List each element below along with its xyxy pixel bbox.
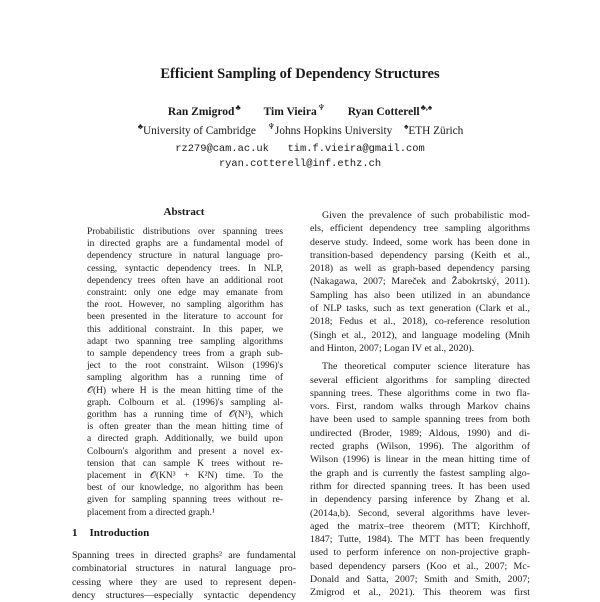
section-number: 1 — [72, 527, 78, 539]
paper-title: Efficient Sampling of Dependency Structures — [160, 66, 440, 82]
text-line: dency structures—especially syntactic dependency — [72, 589, 296, 601]
text-line: the root. However, no sampling algorithm has — [87, 300, 283, 311]
text-line: Sampling has also been utilized in an abundance — [310, 289, 530, 301]
text-line: Probabilistic distributions over spanning trees — [87, 227, 283, 237]
text-line: and Hinton, 2007; Logan IV et al., 2020). — [310, 342, 475, 354]
text-line: Given the prevalence of such probabilistic mod- — [322, 210, 530, 221]
text-line: cessing, syntactic dependency trees. In NLP, — [87, 263, 283, 274]
text-line: Wilson (1996) is linear in the mean hitting time of — [310, 454, 530, 466]
text-line: dependency structure in natural language pro- — [87, 251, 283, 262]
author-emails: rz279@cam.ac.uk tim.f.vieira@gmail.com — [175, 143, 425, 155]
affiliation-name: University of Cambridge — [142, 125, 256, 137]
author-name: Ryan Cotterell — [347, 106, 420, 118]
text-line: of NLP tasks, such as text generation (Clark et al., — [310, 303, 530, 315]
text-line: els, efficient dependency tree sampling algorithms — [310, 223, 530, 235]
text-line: placement in 𝒪(KN³ + K²N) time. To the — [87, 471, 283, 482]
affiliation — [403, 122, 464, 137]
text-line: Spanning trees in directed graphs² are fundamental — [72, 550, 296, 561]
text-line: The theoretical computer science literature has — [322, 361, 530, 373]
text-line: is often greater than the mean hitting time of — [87, 422, 283, 433]
paragraph — [310, 209, 530, 355]
text-line: Colbourn's algorithm and present a novel ex- — [87, 446, 283, 457]
text-line: placement from a directed graph.¹ — [87, 507, 215, 518]
text-line: 2018) as well as graph-based dependency parsing — [310, 263, 530, 275]
paragraph — [310, 360, 530, 599]
affiliation — [137, 122, 256, 137]
text-line: rithm for directed spanning trees. It has been used — [310, 480, 530, 492]
text-line: several efficient algorithms for sampling directed — [310, 374, 530, 386]
text-line: spanning trees. These algorithms come in two fla- — [310, 387, 530, 399]
text-line: been presented in the literature to account for — [87, 312, 283, 323]
text-line: 2018; Fedus et al., 2018), co-reference resolution — [310, 316, 530, 328]
abstract-body — [87, 226, 283, 519]
section-heading — [72, 527, 149, 539]
author-name: Tim Vieira — [263, 106, 317, 118]
author — [167, 103, 241, 118]
text-line: given for sampling spanning trees without re- — [87, 495, 283, 506]
abstract-heading: Abstract — [163, 206, 205, 218]
text-line: 1847; Tutte, 1984). The MTT has been frequently — [310, 534, 530, 546]
text-line: undirected (Broder, 1989; Aldous, 1990) and di- — [310, 427, 530, 439]
text-line: gorithm has a running time of 𝒪(N³), which — [87, 410, 283, 421]
text-line: ject to the root constraint. Wilson (1996)'s — [87, 361, 283, 372]
text-line: the graph and is currently the fastest sampling algo- — [310, 467, 530, 479]
text-line: based dependency parsers (Koo et al., 2007; Mc- — [310, 560, 530, 572]
author-name: Ran Zmigrod — [167, 106, 235, 118]
text-line: deserve study. Indeed, some work has been done in — [310, 236, 530, 248]
text-line: aged the matrix–tree theorem (MTT; Kirchhoff, — [310, 520, 530, 532]
author — [347, 103, 433, 118]
text-line: to sample dependency trees from a graph sub- — [87, 349, 283, 360]
text-line: in dependency parsing inference by Zhang et al. — [310, 494, 530, 506]
text-line: graph. Colbourn et al. (1996)'s sampling al- — [87, 397, 283, 408]
affiliation-list — [0, 122, 600, 137]
text-line: constraint: only one edge may emanate from — [87, 288, 283, 299]
section-title: Introduction — [89, 527, 150, 539]
affiliation-symbol: ♣,♠ — [420, 103, 433, 113]
text-line: tension that can sample K trees without re- — [87, 458, 283, 469]
text-line: a directed graph. Additionally, we build upon — [87, 434, 283, 445]
text-line: Zmigrod et al., 2021). This theorem was first — [310, 587, 530, 599]
text-line: best of our knowledge, no algorithm has been — [87, 483, 283, 494]
author-list — [0, 103, 600, 118]
text-line: used to perform inference on non-projective graph- — [310, 547, 530, 559]
affiliation-symbol: ♆ — [317, 103, 325, 113]
affiliation — [267, 122, 393, 137]
text-line: this additional constraint. In this paper, we — [87, 324, 283, 335]
introduction-text — [72, 549, 296, 602]
text-line: combinatorial structures in natural language pro- — [72, 563, 296, 575]
text-line: rected graphs (Wilson, 1996). The algorithm of — [310, 441, 530, 453]
text-line: dependency trees often have an additional root — [87, 275, 283, 286]
affiliation-symbol: ♣ — [137, 122, 143, 132]
text-line: (Singh et al., 2012), and language modeling (Mnih — [310, 329, 530, 341]
text-line: 𝒪(H) where H is the mean hitting time of the — [87, 385, 283, 396]
text-line: (2014a,b). Second, several algorithms have lever- — [310, 507, 530, 519]
text-line: (Nakagawa, 2007; Mareček and Žabokrtský, 2011). — [310, 276, 530, 288]
text-line: cessing where they are used to represent depen- — [72, 576, 296, 588]
author — [263, 103, 325, 118]
text-line: in directed graphs are a fundamental model of — [87, 239, 283, 250]
text-line: Donald and Satta, 2007; Smith and Smith, 2007; — [310, 574, 530, 586]
text-line: adapt two spanning tree sampling algorithms — [87, 336, 283, 347]
affiliation-symbol: ♆ — [267, 122, 275, 132]
affiliation-name: Johns Hopkins University — [274, 125, 393, 137]
right-column — [310, 209, 530, 600]
text-line: vors. First, random walks through Markov chains — [310, 401, 530, 413]
text-line: sampling algorithm has a running time of — [87, 373, 283, 384]
text-line: transition-based dependency parsing (Keith et al., — [310, 249, 530, 261]
author-email: ryan.cotterell@inf.ethz.ch — [218, 158, 382, 170]
affiliation-name: ETH Zürich — [408, 125, 464, 137]
affiliation-symbol: ♠ — [404, 122, 409, 132]
affiliation-symbol: ♣ — [235, 103, 241, 113]
text-line: have been used to sample spanning trees from both — [310, 414, 530, 426]
